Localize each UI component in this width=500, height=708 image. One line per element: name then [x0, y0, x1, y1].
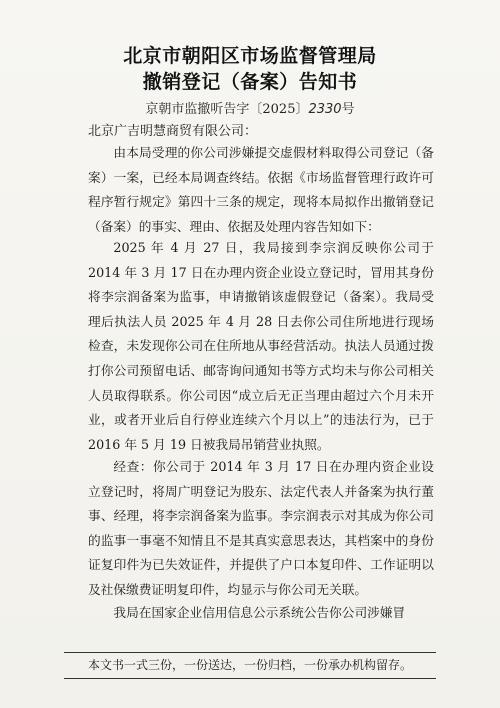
paragraph-facts-text: 2025 年 4 月 27 日，我局接到李宗润反映你公司于 2014 年 3 月 17 日在办理内资企业设立登记时，冒用其身份将李宗润备案为监事，申请撤销该虚假登记（备案）。我局受理后执法人员 2025 年 4 月 28 日去你公司住所地进行现场检查，未发现你公司在住所地从事经营活动。执法人员通过拨打你公司预留电话、邮寄询问通知书等方式均未与你公司相关人员取得联系。你公司因“成立后无正当理由超过六个月未开业，或者开业后自行停业连续六个月以上”的违法行为，已于 2016 年 5 月 19 日被我局吊销营业执照。: [88, 240, 434, 452]
footer-divider-top: [64, 652, 436, 653]
document-title-authority: 北京市朝阳区市场监督管理局: [123, 45, 377, 67]
paragraph-findings-text: 经查：你公司于 2014 年 3 月 17 日在办理内资企业设立登记时，将周广明登记为股东、法定代表人并备案为执行董事、经理，将李宗润备案为监事。李宗润表示对其成为你公司的监事一事毫不知情且不是其真实意思表达，其档案中的身份证复印件为已失效证件，并提供了户口本复印件、工作证明以及社保缴费证明复印件，均显示与你公司无关联。: [88, 459, 434, 597]
footer-note: 本文书一式三份，一份送达，一份归档，一份承办机构留存。: [87, 658, 412, 672]
addressee: 北京广吉明慧商贸有限公司：: [88, 124, 258, 139]
paragraph-findings: [88, 455, 434, 603]
paragraph-intro-text: 由本局受理的你公司涉嫌提交虚假材料取得公司登记（备案）一案，已经本局调查终结。依据《市场监督管理行政许可程序暂行规定》第四十三条的规定，现将本局拟作出撤销登记（备案）的事实、理由、依据及处理内容告知如下：: [88, 145, 434, 234]
footer-divider-bottom: [64, 678, 436, 679]
document-number: [0, 98, 500, 117]
document-number-handwritten: 2330: [308, 102, 342, 117]
paragraph-announcement: [88, 601, 434, 626]
document-number-prefix: 京朝市监撤听告字〔2025〕: [145, 102, 309, 117]
document-number-suffix: 号: [341, 102, 355, 117]
paragraph-facts: [88, 236, 434, 457]
paragraph-announcement-text: 我局在国家企业信用信息公示系统公告你公司涉嫌冒: [113, 605, 406, 620]
paragraph-intro: [88, 141, 434, 239]
document-title-notice: 撤销登记（备案）告知书: [142, 71, 358, 93]
